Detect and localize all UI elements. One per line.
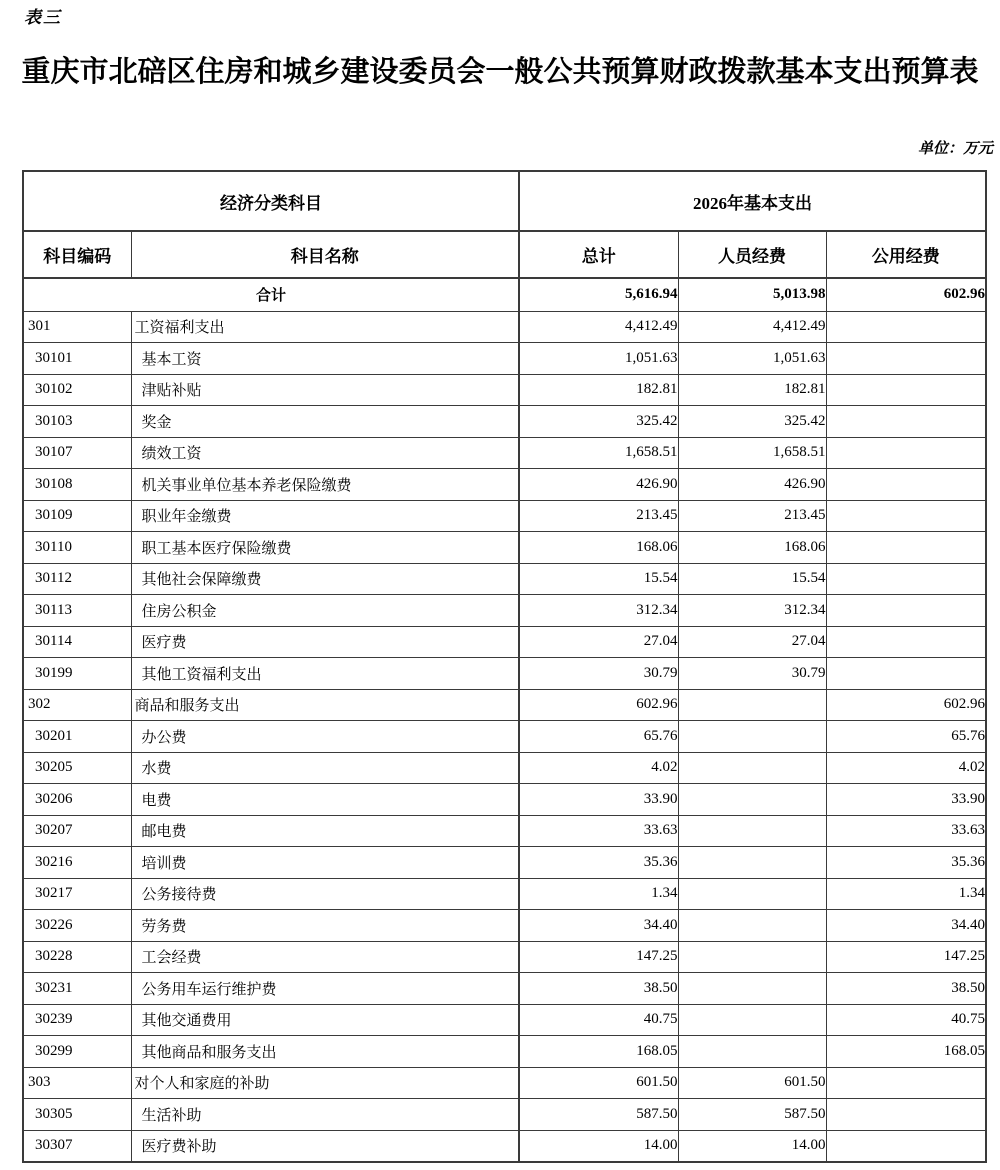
name-cell: 机关事业单位基本养老保险缴费 xyxy=(131,469,519,501)
name-cell: 医疗费 xyxy=(131,626,519,658)
header-personnel-funds: 人员经费 xyxy=(678,231,826,278)
table-row xyxy=(23,973,986,1005)
name-cell: 工会经费 xyxy=(131,941,519,973)
total-cell: 213.45 xyxy=(519,500,678,532)
total-cell: 601.50 xyxy=(519,1067,678,1099)
name-cell: 劳务费 xyxy=(131,910,519,942)
total-cell: 4.02 xyxy=(519,752,678,784)
public-cell: 34.40 xyxy=(826,910,986,942)
total-cell: 14.00 xyxy=(519,1130,678,1162)
public-cell: 147.25 xyxy=(826,941,986,973)
personnel-cell: 213.45 xyxy=(678,500,826,532)
personnel-cell: 14.00 xyxy=(678,1130,826,1162)
total-cell: 65.76 xyxy=(519,721,678,753)
name-cell: 其他工资福利支出 xyxy=(131,658,519,690)
public-cell xyxy=(826,595,986,627)
name-cell: 水费 xyxy=(131,752,519,784)
personnel-cell xyxy=(678,973,826,1005)
name-cell: 住房公积金 xyxy=(131,595,519,627)
total-cell: 33.63 xyxy=(519,815,678,847)
public-cell xyxy=(826,406,986,438)
code-cell: 30216 xyxy=(23,847,131,879)
table-row xyxy=(23,563,986,595)
name-cell: 奖金 xyxy=(131,406,519,438)
total-cell: 1.34 xyxy=(519,878,678,910)
public-cell: 40.75 xyxy=(826,1004,986,1036)
personnel-cell: 601.50 xyxy=(678,1067,826,1099)
table-row xyxy=(23,500,986,532)
total-cell: 587.50 xyxy=(519,1099,678,1131)
public-cell xyxy=(826,626,986,658)
public-cell: 168.05 xyxy=(826,1036,986,1068)
table-row xyxy=(23,1004,986,1036)
personnel-cell: 325.42 xyxy=(678,406,826,438)
personnel-cell: 426.90 xyxy=(678,469,826,501)
public-cell xyxy=(826,311,986,343)
personnel-cell: 168.06 xyxy=(678,532,826,564)
personnel-cell xyxy=(678,1036,826,1068)
personnel-cell: 30.79 xyxy=(678,658,826,690)
table-row xyxy=(23,689,986,721)
name-cell: 培训费 xyxy=(131,847,519,879)
header-economic-classification: 经济分类科目 xyxy=(23,171,519,231)
name-cell: 电费 xyxy=(131,784,519,816)
total-cell: 602.96 xyxy=(519,689,678,721)
personnel-cell: 312.34 xyxy=(678,595,826,627)
code-cell: 30206 xyxy=(23,784,131,816)
public-cell: 38.50 xyxy=(826,973,986,1005)
code-cell: 301 xyxy=(23,311,131,343)
name-cell: 职工基本医疗保险缴费 xyxy=(131,532,519,564)
code-cell: 30307 xyxy=(23,1130,131,1162)
table-row xyxy=(23,658,986,690)
code-cell: 30231 xyxy=(23,973,131,1005)
public-cell: 602.96 xyxy=(826,689,986,721)
name-cell: 绩效工资 xyxy=(131,437,519,469)
name-cell: 生活补助 xyxy=(131,1099,519,1131)
total-cell: 426.90 xyxy=(519,469,678,501)
code-cell: 30112 xyxy=(23,563,131,595)
table-row xyxy=(23,406,986,438)
total-cell: 168.05 xyxy=(519,1036,678,1068)
public-cell: 1.34 xyxy=(826,878,986,910)
header-subject-code: 科目编码 xyxy=(23,231,131,278)
total-label-cell: 合计 xyxy=(23,278,519,311)
name-cell: 其他交通费用 xyxy=(131,1004,519,1036)
total-total-cell: 5,616.94 xyxy=(519,278,678,311)
total-cell: 27.04 xyxy=(519,626,678,658)
name-cell: 津贴补贴 xyxy=(131,374,519,406)
name-cell: 邮电费 xyxy=(131,815,519,847)
code-cell: 30109 xyxy=(23,500,131,532)
total-cell: 40.75 xyxy=(519,1004,678,1036)
total-cell: 4,412.49 xyxy=(519,311,678,343)
table-row xyxy=(23,343,986,375)
code-cell: 30102 xyxy=(23,374,131,406)
code-cell: 30207 xyxy=(23,815,131,847)
personnel-cell xyxy=(678,784,826,816)
total-cell: 312.34 xyxy=(519,595,678,627)
personnel-cell: 15.54 xyxy=(678,563,826,595)
table-row xyxy=(23,311,986,343)
budget-table-body xyxy=(23,278,986,1162)
public-cell: 35.36 xyxy=(826,847,986,879)
personnel-cell: 4,412.49 xyxy=(678,311,826,343)
code-cell: 30305 xyxy=(23,1099,131,1131)
name-cell: 其他社会保障缴费 xyxy=(131,563,519,595)
name-cell: 工资福利支出 xyxy=(131,311,519,343)
public-cell: 4.02 xyxy=(826,752,986,784)
name-cell: 对个人和家庭的补助 xyxy=(131,1067,519,1099)
public-cell xyxy=(826,1130,986,1162)
table-row xyxy=(23,752,986,784)
personnel-cell xyxy=(678,752,826,784)
table-row xyxy=(23,1099,986,1131)
personnel-cell xyxy=(678,847,826,879)
table-row xyxy=(23,721,986,753)
name-cell: 办公费 xyxy=(131,721,519,753)
personnel-cell: 182.81 xyxy=(678,374,826,406)
name-cell: 医疗费补助 xyxy=(131,1130,519,1162)
table-row xyxy=(23,847,986,879)
budget-table xyxy=(22,170,987,1163)
name-cell: 其他商品和服务支出 xyxy=(131,1036,519,1068)
header-group-row xyxy=(23,171,986,231)
personnel-cell: 587.50 xyxy=(678,1099,826,1131)
table-row xyxy=(23,595,986,627)
public-cell xyxy=(826,437,986,469)
personnel-cell xyxy=(678,1004,826,1036)
personnel-cell xyxy=(678,721,826,753)
code-cell: 30101 xyxy=(23,343,131,375)
table-row xyxy=(23,910,986,942)
table-row xyxy=(23,878,986,910)
table-row xyxy=(23,941,986,973)
personnel-cell: 1,658.51 xyxy=(678,437,826,469)
total-cell: 1,051.63 xyxy=(519,343,678,375)
total-cell: 33.90 xyxy=(519,784,678,816)
total-cell: 325.42 xyxy=(519,406,678,438)
code-cell: 30108 xyxy=(23,469,131,501)
total-cell: 35.36 xyxy=(519,847,678,879)
code-cell: 30217 xyxy=(23,878,131,910)
header-subject-name: 科目名称 xyxy=(131,231,519,278)
unit-note: 单位：万元 xyxy=(917,141,993,157)
code-cell: 30113 xyxy=(23,595,131,627)
public-cell xyxy=(826,343,986,375)
public-cell xyxy=(826,500,986,532)
total-personnel-cell: 5,013.98 xyxy=(678,278,826,311)
public-cell: 33.90 xyxy=(826,784,986,816)
total-row xyxy=(23,278,986,311)
personnel-cell: 1,051.63 xyxy=(678,343,826,375)
code-cell: 30103 xyxy=(23,406,131,438)
table-row xyxy=(23,1036,986,1068)
personnel-cell xyxy=(678,910,826,942)
code-cell: 30107 xyxy=(23,437,131,469)
total-cell: 168.06 xyxy=(519,532,678,564)
code-cell: 30114 xyxy=(23,626,131,658)
header-columns-row xyxy=(23,231,986,278)
name-cell: 基本工资 xyxy=(131,343,519,375)
table-row xyxy=(23,437,986,469)
sheet-label: 表三 xyxy=(24,8,62,27)
code-cell: 30226 xyxy=(23,910,131,942)
header-public-funds: 公用经费 xyxy=(826,231,986,278)
code-cell: 30199 xyxy=(23,658,131,690)
table-row xyxy=(23,815,986,847)
table-header xyxy=(23,171,986,278)
code-cell: 30239 xyxy=(23,1004,131,1036)
personnel-cell: 27.04 xyxy=(678,626,826,658)
total-cell: 30.79 xyxy=(519,658,678,690)
total-cell: 15.54 xyxy=(519,563,678,595)
public-cell xyxy=(826,658,986,690)
public-cell xyxy=(826,532,986,564)
public-cell xyxy=(826,1067,986,1099)
name-cell: 公务接待费 xyxy=(131,878,519,910)
header-total: 总计 xyxy=(519,231,678,278)
code-cell: 30205 xyxy=(23,752,131,784)
personnel-cell xyxy=(678,815,826,847)
public-cell xyxy=(826,469,986,501)
personnel-cell xyxy=(678,689,826,721)
personnel-cell xyxy=(678,878,826,910)
code-cell: 30201 xyxy=(23,721,131,753)
total-cell: 1,658.51 xyxy=(519,437,678,469)
total-public-cell: 602.96 xyxy=(826,278,986,311)
total-cell: 182.81 xyxy=(519,374,678,406)
table-row xyxy=(23,1067,986,1099)
public-cell: 33.63 xyxy=(826,815,986,847)
total-cell: 34.40 xyxy=(519,910,678,942)
table-row xyxy=(23,469,986,501)
table-row xyxy=(23,1130,986,1162)
personnel-cell xyxy=(678,941,826,973)
table-row xyxy=(23,374,986,406)
page-title: 重庆市北碚区住房和城乡建设委员会一般公共预算财政拨款基本支出预算表 xyxy=(21,56,979,88)
public-cell xyxy=(826,563,986,595)
name-cell: 职业年金缴费 xyxy=(131,500,519,532)
public-cell xyxy=(826,374,986,406)
code-cell: 30110 xyxy=(23,532,131,564)
name-cell: 商品和服务支出 xyxy=(131,689,519,721)
code-cell: 303 xyxy=(23,1067,131,1099)
public-cell xyxy=(826,1099,986,1131)
total-cell: 38.50 xyxy=(519,973,678,1005)
header-2026-basic-expenditure: 2026年基本支出 xyxy=(519,171,986,231)
total-cell: 147.25 xyxy=(519,941,678,973)
code-cell: 30228 xyxy=(23,941,131,973)
table-row xyxy=(23,532,986,564)
table-row xyxy=(23,626,986,658)
table-row xyxy=(23,784,986,816)
public-cell: 65.76 xyxy=(826,721,986,753)
name-cell: 公务用车运行维护费 xyxy=(131,973,519,1005)
code-cell: 30299 xyxy=(23,1036,131,1068)
code-cell: 302 xyxy=(23,689,131,721)
